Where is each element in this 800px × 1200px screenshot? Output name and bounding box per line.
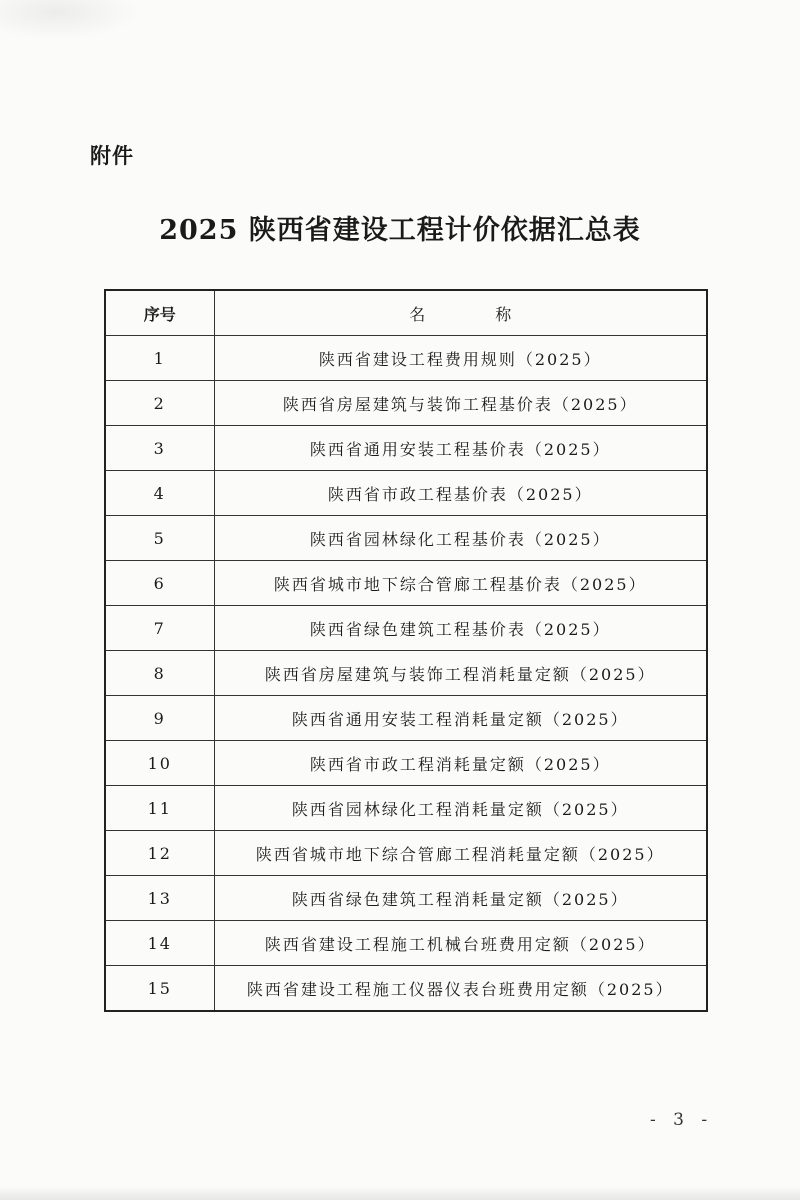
row-index: 3 bbox=[105, 426, 214, 471]
row-name: 陕西省园林绿化工程基价表（2025） bbox=[214, 516, 707, 561]
attachment-label: 附件 bbox=[90, 144, 134, 168]
table-row bbox=[105, 786, 707, 831]
row-index: 10 bbox=[105, 741, 214, 786]
header-name-part2: 称 bbox=[495, 304, 512, 324]
row-index: 4 bbox=[105, 471, 214, 516]
row-name: 陕西省城市地下综合管廊工程基价表（2025） bbox=[214, 561, 707, 606]
row-index: 14 bbox=[105, 921, 214, 966]
page-number: - 3 - bbox=[650, 1110, 714, 1130]
table-row bbox=[105, 741, 707, 786]
row-index: 5 bbox=[105, 516, 214, 561]
table-row bbox=[105, 516, 707, 561]
row-index: 12 bbox=[105, 831, 214, 876]
scan-shadow bbox=[0, 1186, 800, 1200]
row-index: 8 bbox=[105, 651, 214, 696]
table-row bbox=[105, 471, 707, 516]
table-row bbox=[105, 696, 707, 741]
row-name: 陕西省建设工程费用规则（2025） bbox=[214, 336, 707, 381]
summary-table bbox=[104, 289, 708, 1012]
row-name: 陕西省房屋建筑与装饰工程消耗量定额（2025） bbox=[214, 651, 707, 696]
header-index: 序号 bbox=[105, 290, 214, 336]
table-row bbox=[105, 876, 707, 921]
header-name-part1: 名 bbox=[409, 304, 426, 324]
row-index: 15 bbox=[105, 966, 214, 1012]
table-row bbox=[105, 336, 707, 381]
row-name: 陕西省市政工程基价表（2025） bbox=[214, 471, 707, 516]
document-title: 2025 陕西省建设工程计价依据汇总表 bbox=[159, 215, 641, 246]
row-index: 7 bbox=[105, 606, 214, 651]
table-row bbox=[105, 606, 707, 651]
scan-shadow bbox=[0, 0, 140, 40]
row-name: 陕西省城市地下综合管廊工程消耗量定额（2025） bbox=[214, 831, 707, 876]
table-row bbox=[105, 381, 707, 426]
row-index: 11 bbox=[105, 786, 214, 831]
table-row bbox=[105, 921, 707, 966]
table-header-row bbox=[105, 290, 707, 336]
row-name: 陕西省绿色建筑工程基价表（2025） bbox=[214, 606, 707, 651]
row-index: 6 bbox=[105, 561, 214, 606]
row-name: 陕西省建设工程施工仪器仪表台班费用定额（2025） bbox=[214, 966, 707, 1012]
table-row bbox=[105, 966, 707, 1012]
table-row bbox=[105, 426, 707, 471]
table-row bbox=[105, 651, 707, 696]
row-index: 9 bbox=[105, 696, 214, 741]
row-name: 陕西省园林绿化工程消耗量定额（2025） bbox=[214, 786, 707, 831]
row-name: 陕西省绿色建筑工程消耗量定额（2025） bbox=[214, 876, 707, 921]
row-name: 陕西省市政工程消耗量定额（2025） bbox=[214, 741, 707, 786]
header-name bbox=[214, 290, 707, 336]
row-name: 陕西省房屋建筑与装饰工程基价表（2025） bbox=[214, 381, 707, 426]
row-name: 陕西省通用安装工程消耗量定额（2025） bbox=[214, 696, 707, 741]
row-name: 陕西省通用安装工程基价表（2025） bbox=[214, 426, 707, 471]
row-index: 1 bbox=[105, 336, 214, 381]
table-row bbox=[105, 831, 707, 876]
table-row bbox=[105, 561, 707, 606]
row-name: 陕西省建设工程施工机械台班费用定额（2025） bbox=[214, 921, 707, 966]
row-index: 2 bbox=[105, 381, 214, 426]
row-index: 13 bbox=[105, 876, 214, 921]
